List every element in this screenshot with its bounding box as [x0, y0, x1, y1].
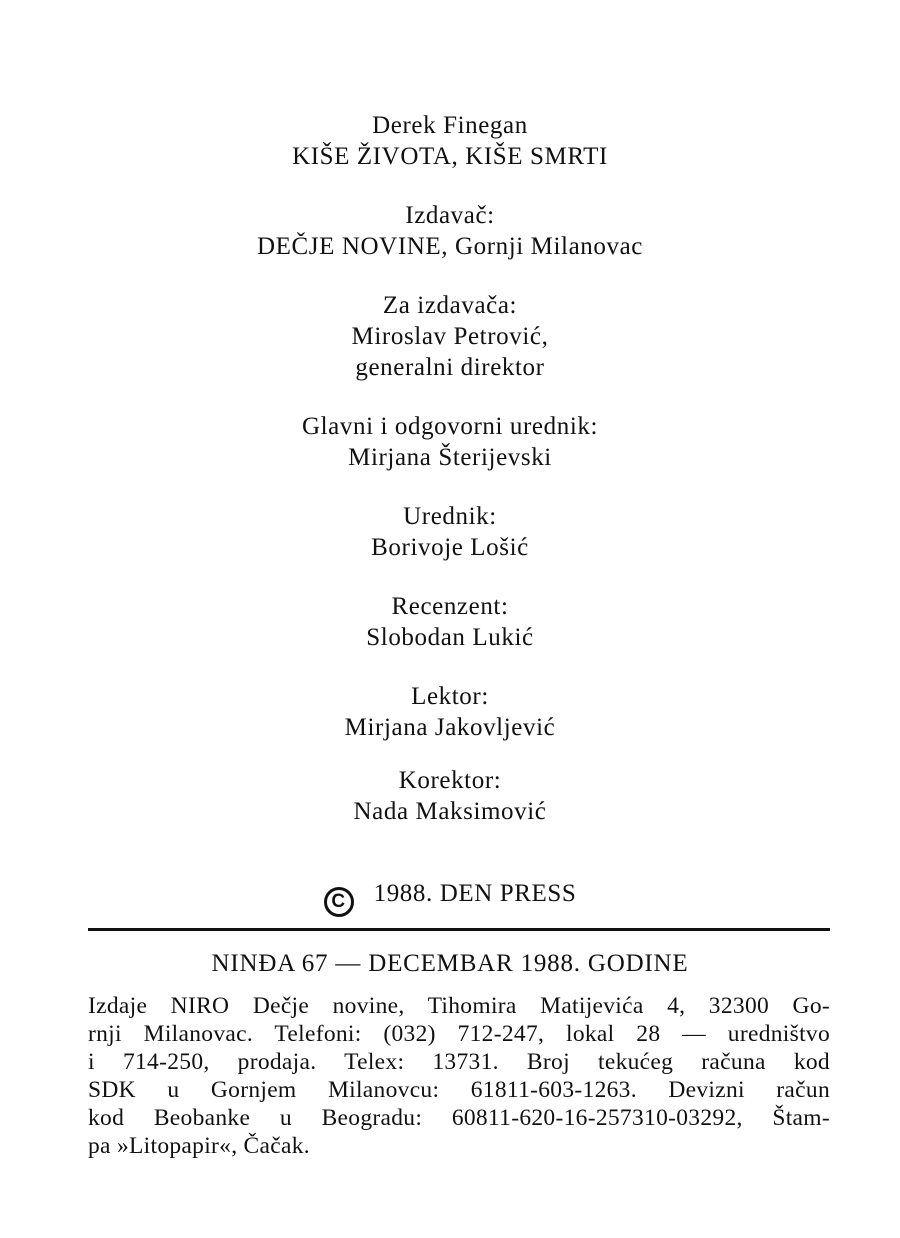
copyright-text: 1988. DEN PRESS [373, 880, 577, 907]
for-publisher-label: Za izdavača: [382, 292, 518, 319]
imprint-line: pa »Litopapir«, Čačak. [88, 1133, 310, 1159]
imprint-line: i 714-250, prodaja. Telex: 13731. Broj tekućeg računa kod [88, 1049, 830, 1075]
editor-label: Urednik: [403, 503, 497, 530]
for-publisher-name: Miroslav Petrović, [351, 323, 549, 350]
for-publisher-role: generalni direktor [355, 354, 545, 381]
book-info [0, 110, 900, 172]
imprint-line: kod Beobanke u Beogradu: 60811-620-16-257310-03292, Štam- [88, 1105, 830, 1131]
reviewer-name: Slobodan Lukić [366, 624, 534, 651]
author-name: Derek Finegan [372, 112, 528, 139]
editor-in-chief-label: Glavni i odgovorni urednik: [301, 413, 599, 440]
proofreader-block [0, 765, 900, 827]
reviewer-block [0, 591, 900, 653]
reviewer-label: Recenzent: [391, 593, 509, 620]
imprint-line: SDK u Gornjem Milanovcu: 61811-603-1263. Devizni račun [88, 1077, 830, 1103]
issue-line: NINĐA 67 — DECEMBAR 1988. GODINE [211, 950, 689, 977]
lector-label: Lektor: [411, 683, 489, 710]
imprint-line: rnji Milanovac. Telefoni: (032) 712-247, lokal 28 — uredništvo [88, 1021, 830, 1047]
editor-in-chief-block [0, 411, 900, 473]
editor-name: Borivoje Lošić [371, 534, 529, 561]
imprint-paragraph [88, 992, 830, 1160]
editor-in-chief-name: Mirjana Šterijevski [348, 444, 552, 471]
publisher-name: DEČJE NOVINE, Gornji Milanovac [257, 233, 643, 260]
lector-block [0, 681, 900, 743]
publisher-block [0, 200, 900, 262]
copyright-line [0, 880, 900, 917]
publisher-label: Izdavač: [405, 202, 495, 229]
for-publisher-block [0, 290, 900, 383]
copyright-icon: C [324, 887, 354, 917]
credits-section [0, 110, 900, 855]
imprint-line: Izdaje NIRO Dečje novine, Tihomira Matijevića 4, 32300 Go- [88, 993, 830, 1019]
proofreader-label: Korektor: [398, 767, 502, 794]
book-title: KIŠE ŽIVOTA, KIŠE SMRTI [292, 143, 608, 170]
divider-rule [88, 928, 830, 931]
proofreader-name: Nada Maksimović [353, 798, 547, 825]
lector-name: Mirjana Jakovljević [344, 714, 556, 741]
editor-block [0, 501, 900, 563]
